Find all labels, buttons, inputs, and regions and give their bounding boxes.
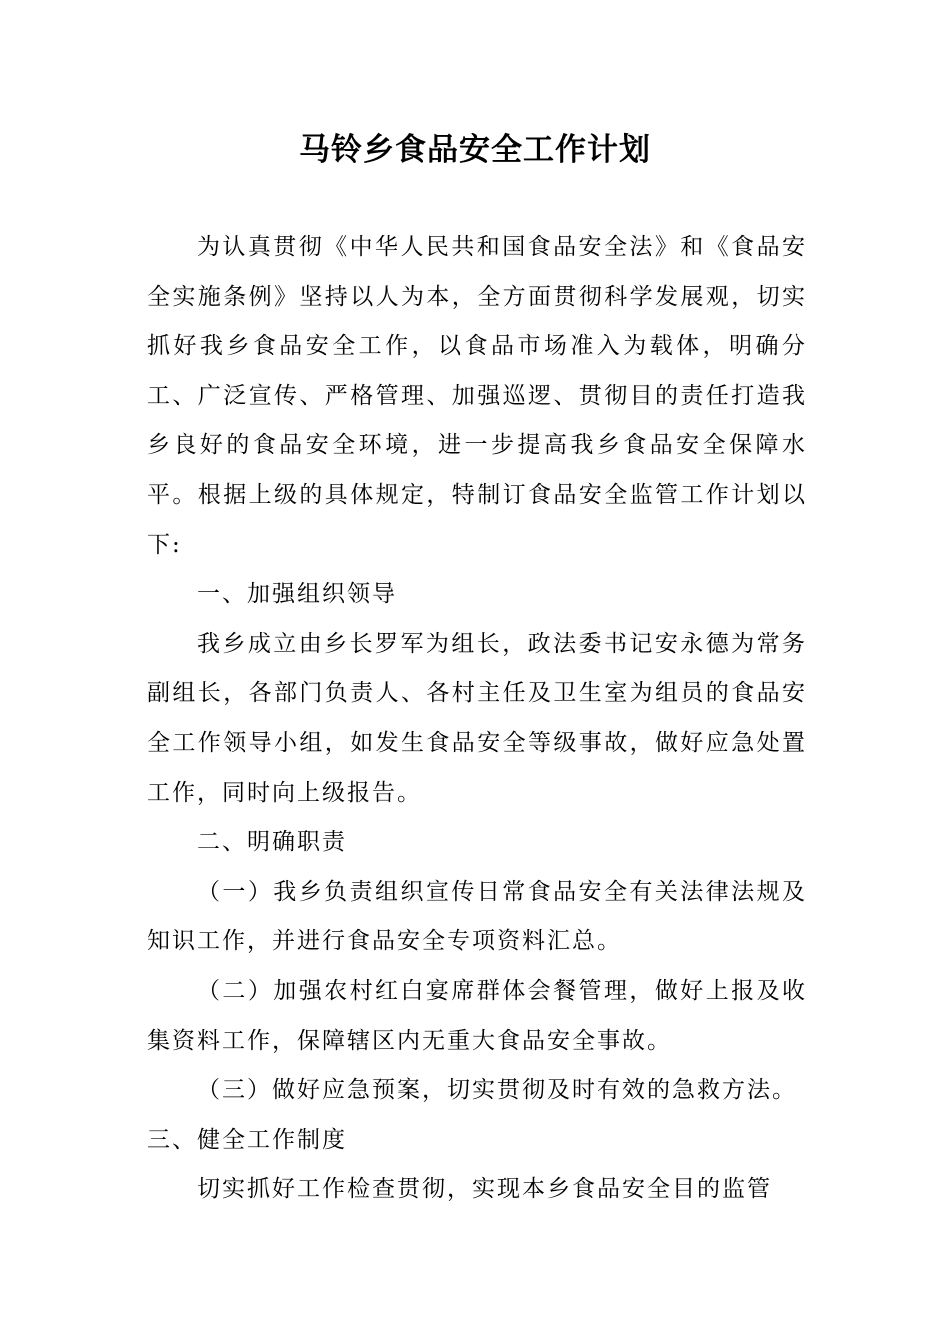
intro-paragraph: 为认真贯彻《中华人民共和国食品安全法》和《食品安全实施条例》坚持以人为本，全方面贯彻科学发展观，切实抓好我乡食品安全工作，以食品市场准入为载体，明确分工、广泛宣传、严格管理、加强巡逻、贯彻目的责任打造我乡良好的食品安全环境，进一步提高我乡食品安全保障水平。根据上级的具体规定，特制订食品安全监管工作计划以下:	[147, 234, 807, 558]
section-2-item-3: （三）做好应急预案，切实贯彻及时有效的急救方法。	[197, 1077, 797, 1104]
section-1-paragraph: 我乡成立由乡长罗军为组长，政法委书记安永德为常务副组长，各部门负责人、各村主任及卫生室为组员的食品安全工作领导小组，如发生食品安全等级事故，做好应急处置工作，同时向上级报告。	[147, 630, 807, 806]
section-heading-1: 一、加强组织领导	[197, 581, 397, 608]
document-body	[147, 223, 807, 1215]
section-2-item-2: （二）加强农村红白宴席群体会餐管理，做好上报及收集资料工作，保障辖区内无重大食品安全事故。	[147, 977, 807, 1054]
document-title: 马铃乡食品安全工作计划	[299, 132, 651, 168]
section-heading-3: 三、健全工作制度	[147, 1126, 347, 1153]
section-2-item-1: （一）我乡负责组织宣传日常食品安全有关法律法规及知识工作，并进行食品安全专项资料汇总。	[147, 878, 807, 955]
section-heading-2: 二、明确职责	[197, 829, 347, 856]
section-3-paragraph: 切实抓好工作检查贯彻，实现本乡食品安全目的监管	[197, 1176, 772, 1203]
